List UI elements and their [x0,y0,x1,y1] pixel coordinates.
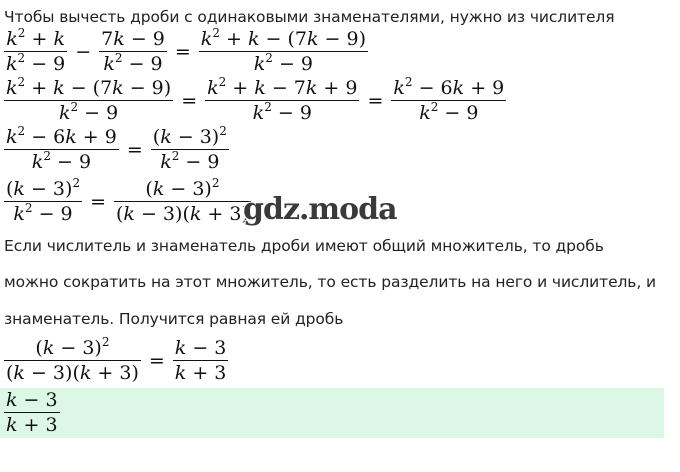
denominator: $k^2 - 9$ [6,51,66,75]
numerator: $(k - 3)^2$ [152,124,227,148]
denominator: $k^2 - 9$ [419,100,479,124]
fraction [391,77,506,124]
numerator: $(k - 3)^2$ [145,176,220,200]
equals-sign: = [90,190,106,213]
denominator: (k − 3)(k + 3) [116,203,249,225]
numerator: $(k - 3)^2$ [35,335,110,359]
equals-sign: = [148,349,165,372]
denominator: $k^2 - 9$ [253,51,314,75]
fraction [4,77,173,124]
equation-step-5 [2,337,230,384]
numerator: $k^2 + k - (7k - 9)$ [200,26,366,50]
equals-sign: = [174,40,191,63]
paragraph-line-1: Если числитель и знаменатель дроби имеют общий множитель, то дробь [4,237,604,255]
paragraph-line-2: можно сократить на этот множитель, то есть разделить на него и числитель, и [4,273,656,291]
fraction [4,178,82,225]
fraction [199,28,368,75]
equation-step-3 [2,126,231,173]
equals-sign: = [181,89,198,112]
fraction [173,337,229,384]
denominator: $k^2 - 9$ [252,100,312,124]
paragraph-line-3: знаменатель. Получится равная ей дробь [4,310,344,328]
denominator: $k^2 - 9$ [13,201,73,225]
numerator: $k^2 - 6k + 9$ [6,124,117,148]
denominator: $k^2 - 9$ [160,149,220,173]
equation-step-2 [2,77,508,124]
fraction [4,126,119,173]
fraction [4,337,141,384]
fraction [151,126,229,173]
denominator: k + 3 [6,414,58,436]
numerator: $k^2 + k - 7k + 9$ [207,75,358,99]
answer-fraction [2,389,62,436]
denominator: $k^2 - 9$ [31,149,92,173]
minus-sign: − [75,40,92,63]
fraction [4,28,67,75]
numerator: $k^2 + k - (7k - 9)$ [6,75,172,99]
numerator: $k^2 + k$ [6,26,65,50]
numerator: $k^2 - 6k + 9$ [393,75,505,99]
fraction [114,178,251,225]
fraction [205,77,359,124]
denominator: k + 3 [174,362,227,384]
fraction [99,28,167,75]
intro-text: Чтобы вычесть дроби с одинаковыми знаменателями, нужно из числителя [4,8,615,26]
numerator: $(k - 3)^2$ [6,176,81,200]
fraction [4,389,60,436]
denominator: $k^2 - 9$ [103,51,163,75]
numerator: k − 3 [174,337,227,359]
equals-sign: = [126,138,143,161]
denominator: (k − 3)(k + 3) [6,362,139,384]
numerator: k − 3 [6,389,58,411]
equation-step-1 [2,28,370,75]
denominator: $k^2 - 9$ [58,100,119,124]
equation-step-4 [2,178,253,225]
answer-box [0,388,664,438]
watermark-logo: gdz.moda [243,192,397,227]
equals-sign: = [367,89,384,112]
numerator: 7k − 9 [101,28,165,50]
